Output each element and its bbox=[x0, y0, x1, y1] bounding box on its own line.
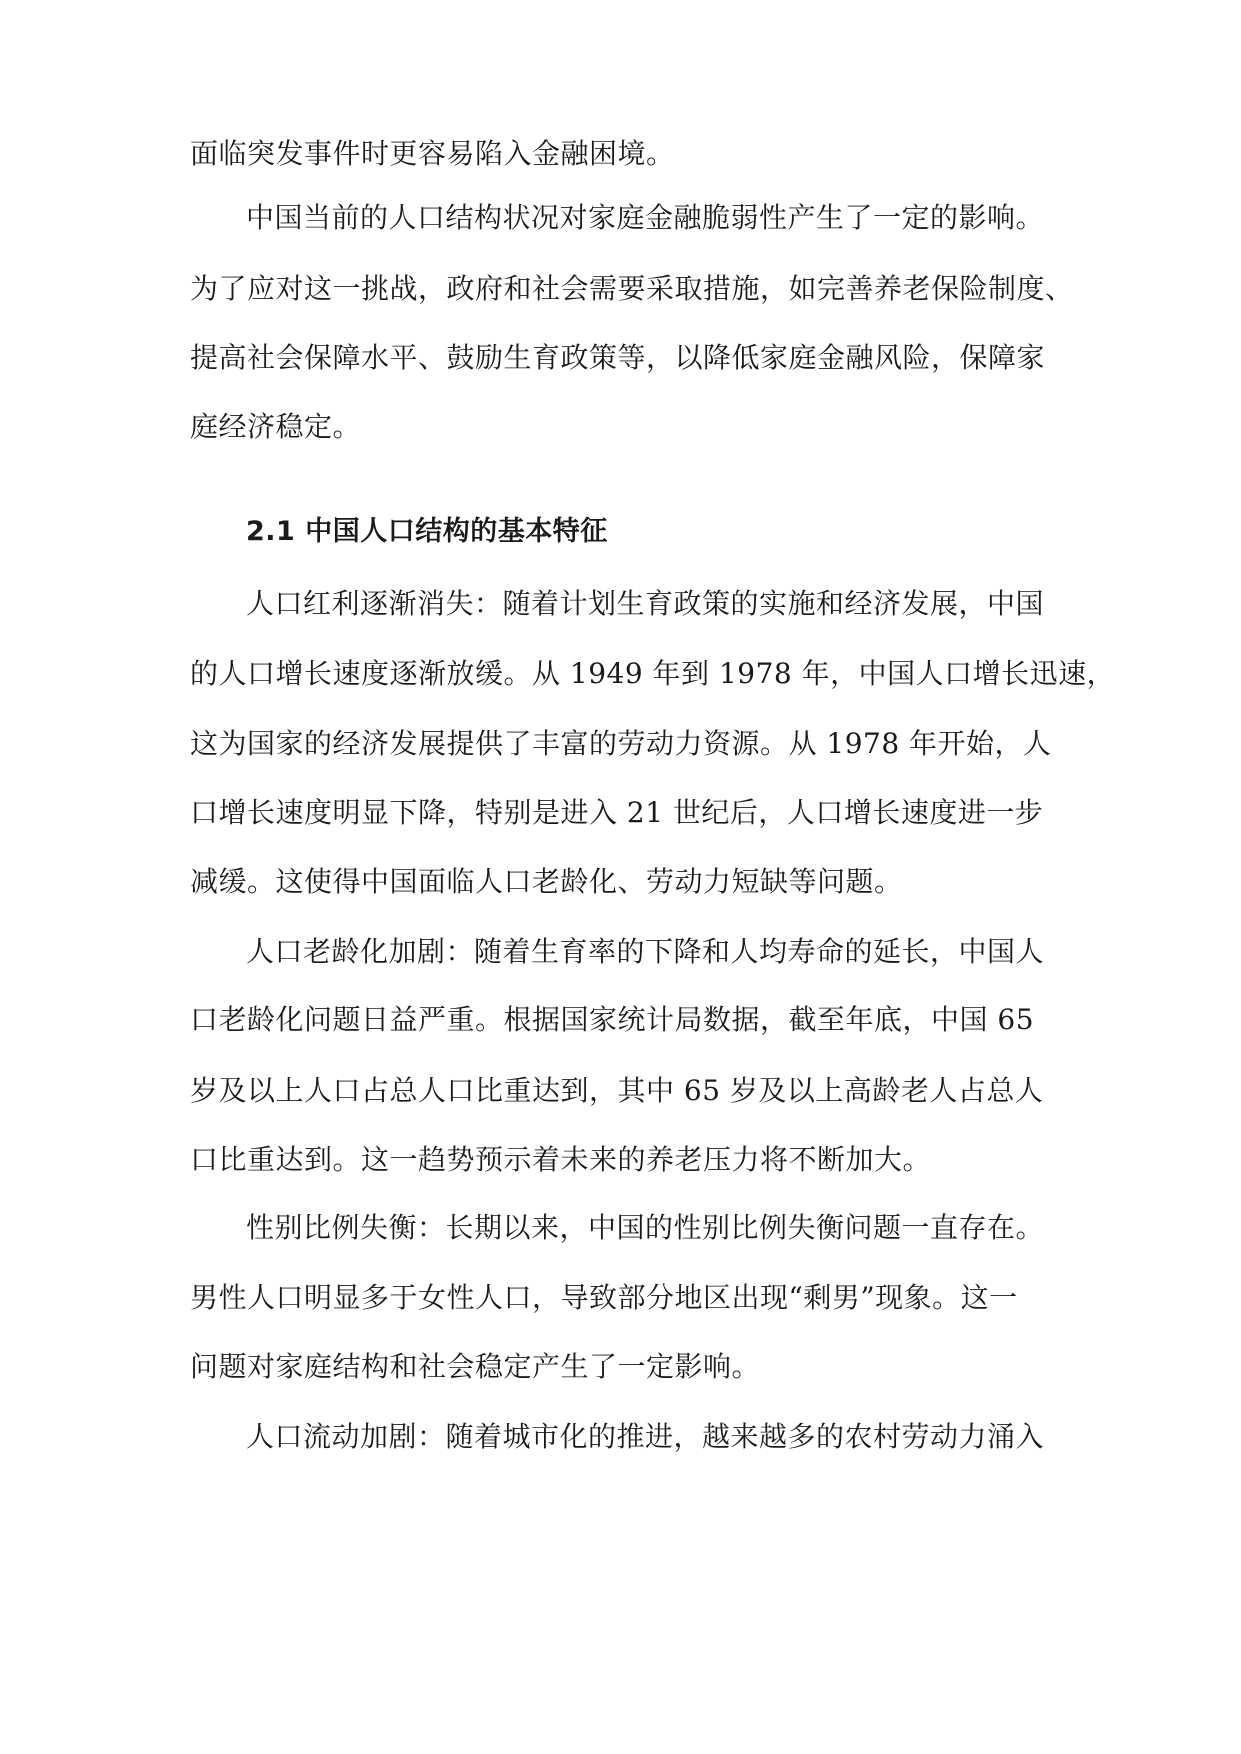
paragraph-line: 口比重达到。这一趋势预示着未来的养老压力将不断加大。 bbox=[190, 1143, 932, 1176]
paragraph-line: 减缓。这使得中国面临人口老龄化、劳动力短缺等问题。 bbox=[190, 865, 903, 898]
paragraph-line: 提高社会保障水平、鼓励生育政策等，以降低家庭金融风险，保障家 bbox=[190, 341, 1046, 374]
paragraph-line: 性别比例失衡：长期以来，中国的性别比例失衡问题一直存在。 bbox=[246, 1211, 1045, 1244]
paragraph-line: 人口流动加剧：随着城市化的推进，越来越多的农村劳动力涌入 bbox=[246, 1420, 1045, 1453]
paragraph-line: 庭经济稳定。 bbox=[190, 410, 362, 443]
paragraph-line: 口老龄化问题日益严重。根据国家统计局数据，截至年底，中国 65 bbox=[190, 1003, 1035, 1036]
paragraph-line: 中国当前的人口结构状况对家庭金融脆弱性产生了一定的影响。 bbox=[246, 201, 1045, 234]
paragraph-line: 问题对家庭结构和社会稳定产生了一定影响。 bbox=[190, 1350, 761, 1383]
paragraph-line: 男性人口明显多于女性人口，导致部分地区出现“剩男”现象。这一 bbox=[190, 1281, 1018, 1314]
paragraph-line: 人口老龄化加剧：随着生育率的下降和人均寿命的延长，中国人 bbox=[246, 935, 1045, 968]
section-heading: 2.1 中国人口结构的基本特征 bbox=[246, 516, 608, 547]
paragraph-line: 口增长速度明显下降，特别是进入 21 世纪后，人口增长速度进一步 bbox=[190, 796, 1044, 829]
paragraph-line: 人口红利逐渐消失：随着计划生育政策的实施和经济发展，中国 bbox=[246, 587, 1045, 620]
paragraph-line: 岁及以上人口占总人口比重达到，其中 65 岁及以上高龄老人占总人 bbox=[190, 1074, 1044, 1107]
paragraph-line: 的人口增长速度逐渐放缓。从 1949 年到 1978 年，中国人口增长迅速， bbox=[190, 657, 1116, 690]
paragraph-line: 为了应对这一挑战，政府和社会需要采取措施，如完善养老保险制度、 bbox=[190, 272, 1074, 305]
paragraph-line: 面临突发事件时更容易陷入金融困境。 bbox=[190, 137, 675, 170]
paragraph-line: 这为国家的经济发展提供了丰富的劳动力资源。从 1978 年开始，人 bbox=[190, 727, 1052, 760]
